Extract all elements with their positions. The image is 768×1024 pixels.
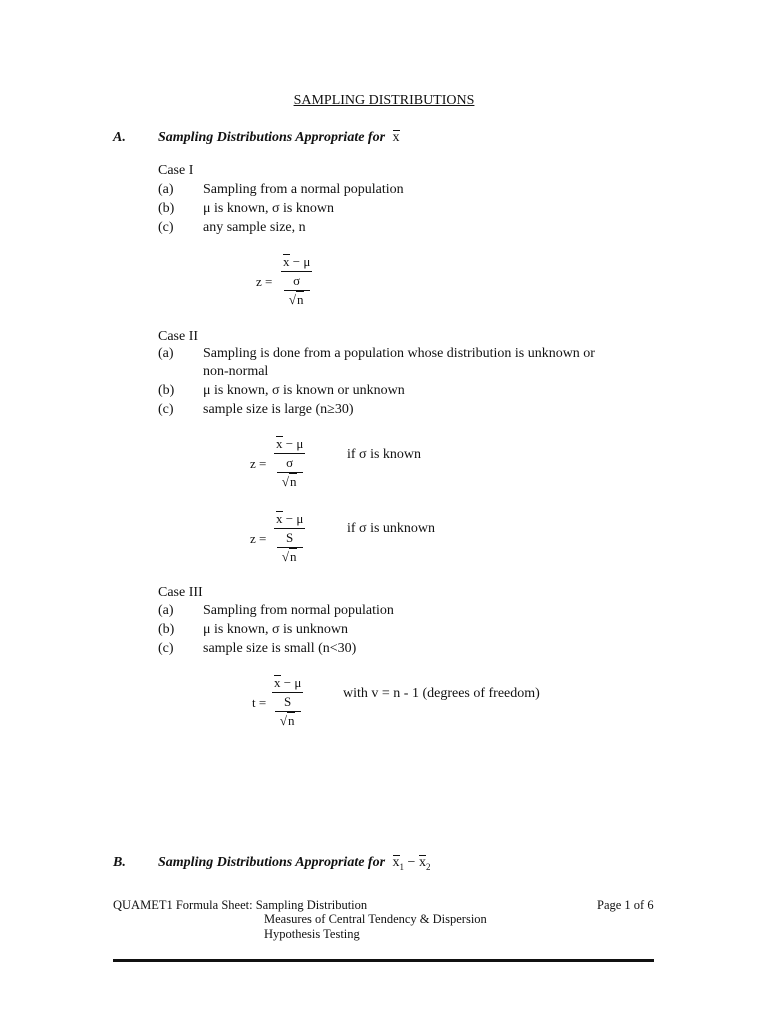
case2-item-b-label: (b) — [158, 383, 175, 398]
case2-item-b-text: μ is known, σ is known or unknown — [203, 383, 405, 398]
section-b-title — [158, 855, 430, 872]
case2-item-a-text: Sampling is done from a population whose distribution is unknown or — [203, 346, 595, 361]
case2-z-formula-unknown: z = x − μ S √n — [250, 511, 304, 564]
case2-z-formula-known: z = x − μ σ √n — [250, 436, 304, 489]
section-a-title — [158, 130, 400, 146]
section-b-letter: B. — [113, 855, 126, 870]
footer-line-2: Measures of Central Tendency & Dispersion — [264, 912, 487, 926]
page-title: SAMPLING DISTRIBUTIONS — [293, 93, 475, 108]
case3-heading: Case III — [158, 585, 203, 600]
case3-item-a-text: Sampling from normal population — [203, 603, 394, 618]
sqrt-n: √n — [281, 474, 297, 489]
x1-minus-x2-symbol: $x_1 - x_2$ — [392, 855, 431, 872]
case3-item-b-text: μ is known, σ is unknown — [203, 622, 348, 637]
case2-item-c-label: (c) — [158, 402, 174, 417]
case1-item-c-label: (c) — [158, 220, 174, 235]
case3-item-c-text: sample size is small (n<30) — [203, 641, 357, 656]
case3-note-dof: with v = n - 1 (degrees of freedom) — [343, 686, 540, 701]
section-a-letter: A. — [113, 130, 126, 145]
case1-item-a-label: (a) — [158, 182, 174, 197]
footer-line-3: Hypothesis Testing — [264, 927, 360, 941]
case1-heading: Case I — [158, 163, 194, 178]
case1-item-b-label: (b) — [158, 201, 175, 216]
sqrt-n: √n — [288, 292, 304, 307]
formula-numerator: x − μ — [274, 436, 305, 454]
formula-numerator: x − μ — [272, 675, 303, 693]
formula-denominator: σ √n — [284, 272, 310, 308]
footer-page-number: Page 1 of 6 — [597, 898, 654, 912]
case2-item-a-text-cont: non-normal — [203, 364, 269, 379]
case1-item-a-text: Sampling from a normal population — [203, 182, 404, 197]
case3-item-c-label: (c) — [158, 641, 174, 656]
formula-numerator: x − μ — [281, 254, 312, 272]
case3-item-a-label: (a) — [158, 603, 174, 618]
sqrt-n: √n — [281, 549, 297, 564]
formula-fraction — [274, 511, 305, 565]
section-b-title-text: Sampling Distributions Appropriate for — [158, 855, 386, 870]
case3-t-formula: t = x − μ S √n — [252, 675, 302, 728]
formula-fraction — [272, 675, 303, 729]
case1-z-formula — [256, 254, 336, 310]
formula-fraction — [281, 254, 312, 308]
formula-denominator: σ √n — [277, 454, 303, 490]
formula-numerator: x − μ — [274, 511, 305, 529]
case1-item-b-text: μ is known, σ is known — [203, 201, 334, 216]
sqrt-n: √n — [279, 713, 295, 728]
x-bar-symbol: x — [392, 130, 400, 145]
case3-item-b-label: (b) — [158, 622, 175, 637]
case2-note-known: if σ is known — [347, 447, 422, 462]
case2-heading: Case II — [158, 329, 199, 344]
formula-denominator: S √n — [275, 693, 301, 729]
case2-item-a-label: (a) — [158, 346, 174, 361]
formula-fraction — [274, 436, 305, 490]
formula-lhs: z = — [256, 274, 273, 289]
case1-item-c-text: any sample size, n — [203, 220, 306, 235]
footer-line-1: QUAMET1 Formula Sheet: Sampling Distribution — [113, 898, 368, 912]
footer-rule — [113, 959, 654, 962]
section-a-title-text: Sampling Distributions Appropriate for — [158, 130, 386, 145]
case2-item-c-text: sample size is large (n≥30) — [203, 402, 354, 417]
formula-denominator: S √n — [277, 529, 303, 565]
case2-note-unknown: if σ is unknown — [347, 521, 436, 536]
